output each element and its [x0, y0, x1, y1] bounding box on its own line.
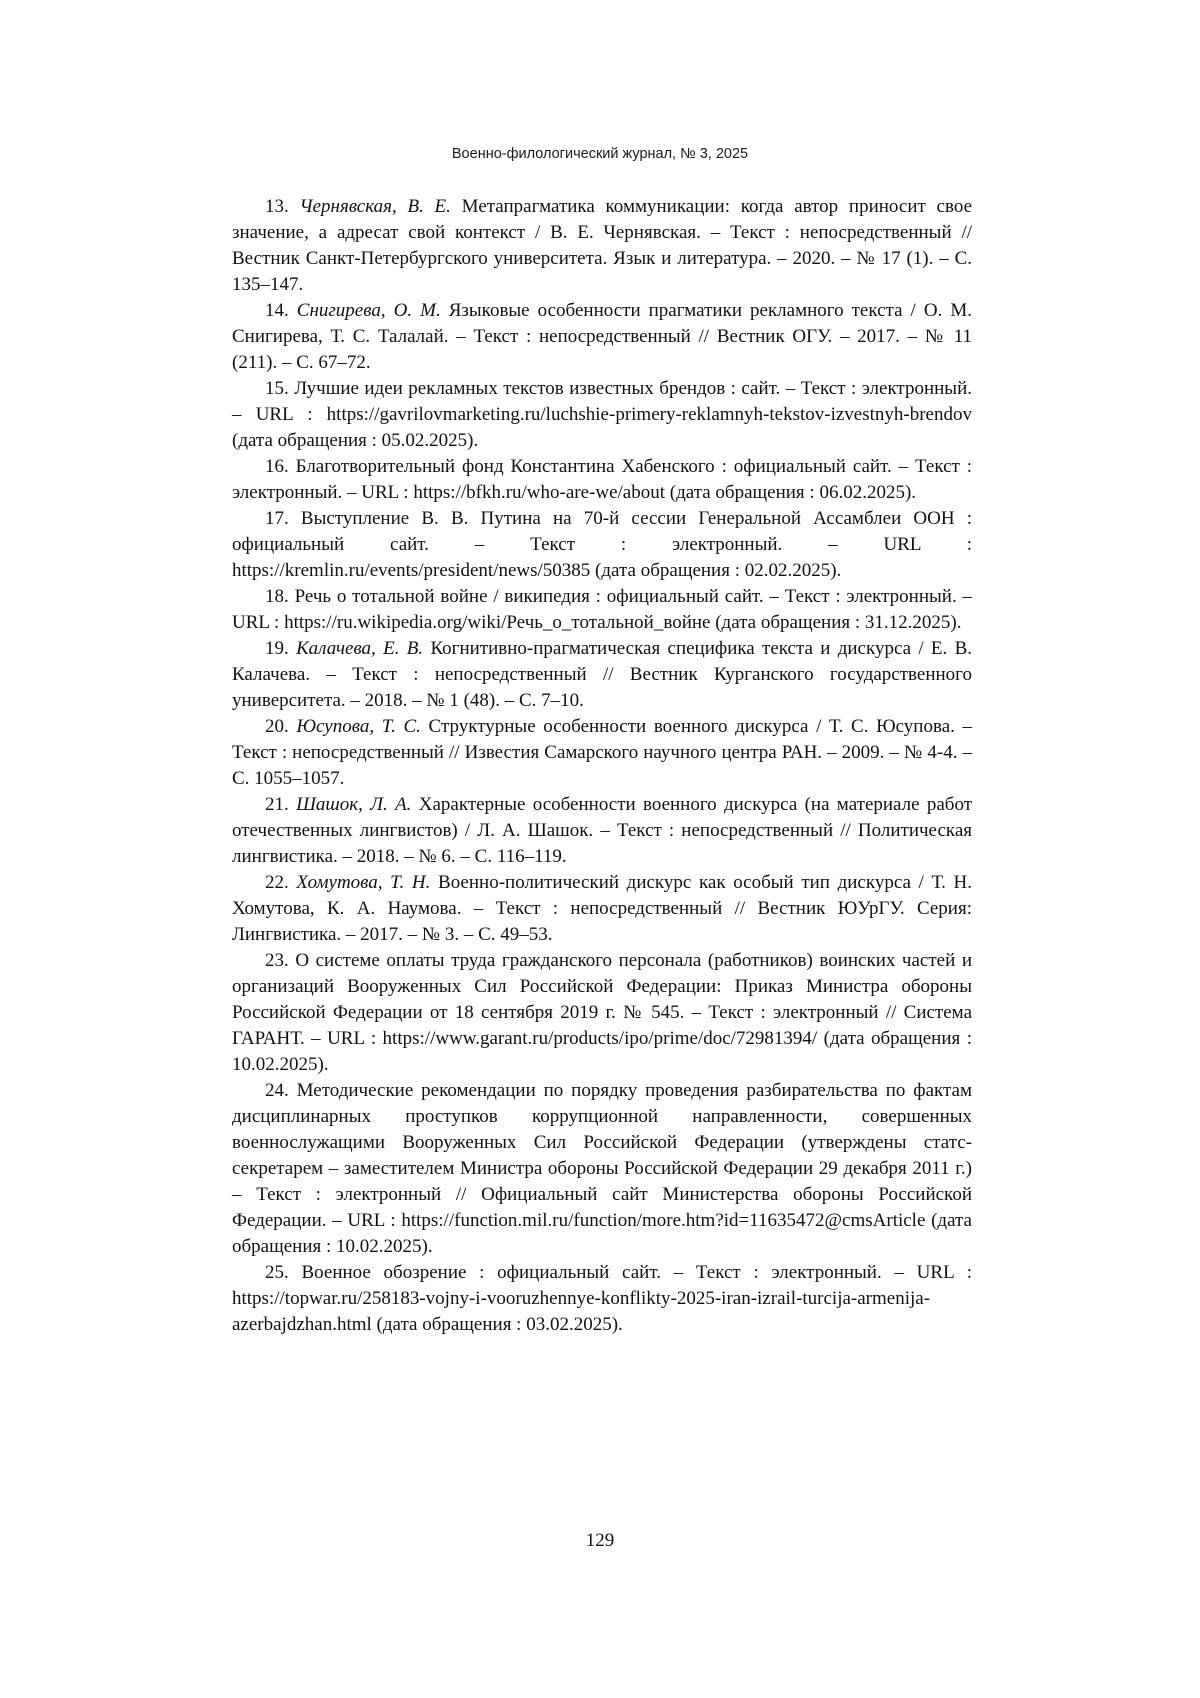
reference-number: 24.	[265, 1080, 289, 1101]
reference-text: Благотворительный фонд Константина Хабенского : официальный сайт. – Текст : электронный. – URL : https://bfkh.ru/who-are-we/about (дата обращения : 06.02.2025).	[232, 456, 973, 503]
reference-entry	[232, 376, 972, 454]
reference-author: Юсупова, Т. С.	[296, 716, 421, 737]
reference-list	[232, 194, 972, 1338]
reference-entry	[232, 194, 972, 298]
reference-entry	[232, 1260, 972, 1338]
running-header: Военно-филологический журнал, № 3, 2025	[451, 146, 749, 162]
reference-entry	[232, 584, 972, 636]
reference-text: Метапрагматика коммуникации: когда автор приносит свое значение, а адресат свой контекст / В. Е. Чернявская. – Текст : непосредственный // Вестник Санкт-Петербургского университета. Язык и литература. – 2020. – № 17 (1). – С. 135–147.	[232, 196, 972, 295]
reference-entry	[232, 948, 972, 1078]
reference-entry	[232, 1078, 972, 1260]
reference-author: Снигирева, О. М.	[296, 300, 441, 321]
reference-entry	[232, 792, 972, 870]
page-number: 129	[585, 1530, 615, 1551]
reference-number: 16.	[265, 456, 289, 477]
reference-number: 25.	[265, 1262, 289, 1283]
reference-text: О системе оплаты труда гражданского персонала (работников) воинских частей и организаций Вооруженных Сил Российской Федерации: Приказ Министра обороны Российской Федерации от 18 сентября 2019 г. № 545. – Текст : электронный // Система ГАРАНТ. – URL : https://www.garant.ru/products/ipo/prime/doc/72981394/ (дата обращения : 10.02.2025).	[232, 950, 972, 1075]
reference-entry	[232, 636, 972, 714]
reference-text: Лучшие идеи рекламных текстов известных брендов : сайт. – Текст : электронный. – URL : https://gavrilovmarketing.ru/luchshie-primery-reklamnyh-tekstov-izvestnyh-brendov (дата обращения : 05.02.2025).	[232, 378, 972, 451]
reference-number: 14.	[265, 300, 289, 321]
reference-number: 18.	[265, 586, 289, 607]
reference-text: Военно-политический дискурс как особый тип дискурса / Т. Н. Хомутова, К. А. Наумова. – Текст : непосредственный // Вестник ЮУрГУ. Серия: Лингвистика. – 2017. – № 3. – С. 49–53.	[232, 872, 973, 945]
reference-entry	[232, 454, 972, 506]
reference-number: 19.	[265, 638, 289, 659]
reference-entry	[232, 506, 972, 584]
reference-text: Характерные особенности военного дискурса (на материале работ отечественных лингвистов) / Л. А. Шашок. – Текст : непосредственный // Политическая лингвистика. – 2018. – № 6. – С. 116–119.	[232, 794, 973, 867]
reference-entry	[232, 714, 972, 792]
reference-text: Структурные особенности военного дискурса / Т. С. Юсупова. – Текст : непосредственный // Известия Самарского научного центра РАН. – 2009. – № 4-4. – С. 1055–1057.	[232, 716, 973, 789]
reference-number: 15.	[265, 378, 289, 399]
reference-number: 23.	[265, 950, 289, 971]
reference-number: 20.	[265, 716, 289, 737]
reference-text: Выступление В. В. Путина на 70-й сессии Генеральной Ассамблеи ООН : официальный сайт. – Текст : электронный. – URL : https://kremlin.ru/events/president/news/50385 (дата обращения : 02.02.2025).	[232, 508, 973, 581]
reference-number: 21.	[265, 794, 289, 815]
reference-author: Шашок, Л. А.	[296, 794, 412, 815]
reference-author: Калачева, Е. В.	[296, 638, 424, 659]
reference-entry	[232, 298, 972, 376]
reference-text: Военное обозрение : официальный сайт. – Текст : электронный. – URL : https://topwar.ru/258183-vojny-i-vooruzhennye-konflikty-2025-iran-izrail-turcija-armenija-azerbajdzhan.html (дата обращения : 03.02.2025).	[232, 1262, 972, 1335]
reference-text: Речь о тотальной войне / википедия : официальный сайт. – Текст : электронный. – URL : https://ru.wikipedia.org/wiki/Речь_о_тотальной_войне (дата обращения : 31.12.2025).	[232, 586, 973, 633]
reference-author: Хомутова, Т. Н.	[296, 872, 431, 893]
reference-author: Чернявская, В. Е.	[299, 196, 451, 217]
reference-number: 17.	[265, 508, 289, 529]
reference-text: Методические рекомендации по порядку проведения разбирательства по фактам дисциплинарных проступков коррупционной направленности, совершенных военнослужащими Вооруженных Сил Российской Федерации (утверждены статс-секретарем – заместителем Министра обороны Российской Федерации 29 декабря 2011 г.) – Текст : электронный // Официальный сайт Министерства обороны Российской Федерации. – URL : https://function.mil.ru/function/more.htm?id=11635472@cmsArticle (дата обращения : 10.02.2025).	[232, 1080, 973, 1257]
reference-entry	[232, 870, 972, 948]
reference-number: 22.	[265, 872, 289, 893]
reference-text: Когнитивно-прагматическая специфика текста и дискурса / Е. В. Калачева. – Текст : непосредственный // Вестник Курганского государственного университета. – 2018. – № 1 (48). – С. 7–10.	[232, 638, 973, 711]
reference-number: 13.	[265, 196, 289, 217]
reference-text: Языковые особенности прагматики рекламного текста / О. М. Снигирева, Т. С. Талалай. – Текст : непосредственный // Вестник ОГУ. – 2017. – № 11 (211). – С. 67–72.	[232, 300, 973, 373]
